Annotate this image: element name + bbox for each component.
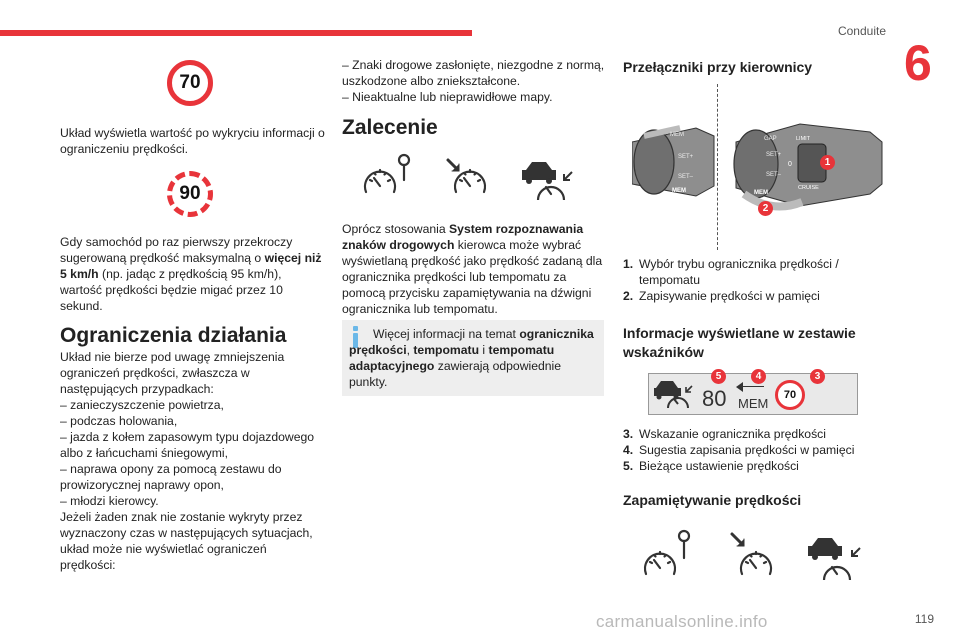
- cluster-arrow-head-icon: [736, 382, 743, 392]
- list-item: [623, 442, 903, 458]
- list-item: [623, 288, 893, 304]
- p3-line: następujących przypadkach:: [60, 382, 214, 396]
- p3-line: prędkości:: [60, 558, 116, 572]
- speedometer-car-icon: [522, 162, 572, 200]
- p3-line: prowizorycznej naprawy opon,: [60, 478, 224, 492]
- cluster-mem-label: MEM: [738, 396, 769, 411]
- watermark: carmanualsonline.info: [596, 612, 768, 631]
- heading-ograniczenia: Ograniczenia działania: [60, 324, 287, 347]
- col2-paragraph-1: [342, 57, 610, 105]
- p3-line: albo z łańcuchami śniegowymi,: [60, 446, 228, 460]
- heading-zapamietywanie: Zapamiętywanie prędkości: [623, 492, 802, 508]
- info-c: ,: [406, 343, 414, 357]
- list-item-number: 1.: [623, 257, 634, 271]
- col2-paragraph-2: [342, 221, 604, 317]
- cluster-speed-sign-value: 70: [783, 389, 797, 401]
- info-f: tempomatu adaptacyjnego: [349, 343, 555, 373]
- speed-sign-70-value: 70: [179, 72, 201, 93]
- section-name: Conduite: [837, 24, 886, 38]
- p2-text-bold: System rozpoznawania znaków drogowych: [342, 222, 584, 252]
- list-item-text: Wybór trybu ogranicznika prędkości / tempomatu: [639, 257, 839, 287]
- page-number: 119: [914, 612, 934, 626]
- list-cluster-info: [623, 426, 903, 474]
- p3-line: – naprawa opony za pomocą zestawu do: [60, 462, 282, 476]
- callout-4: 4: [751, 369, 766, 384]
- info-e: i: [479, 343, 489, 357]
- list-item: [623, 458, 903, 474]
- list-item: [623, 256, 893, 288]
- p3-line: – podczas holowania,: [60, 414, 178, 428]
- p2-text-a: Oprócz stosowania: [342, 222, 450, 236]
- col1-paragraph-1: Układ wyświetla wartość po wykryciu informacji o ograniczeniu prędkości.: [60, 126, 325, 156]
- p2-text-a: Gdy samochód po raz pierwszy przekroczy sugerowaną prędkość maksymalną o: [60, 235, 293, 265]
- col1-paragraph-3: [60, 349, 328, 573]
- speedometer-pin-icon: [365, 155, 409, 192]
- header-accent-bar: [0, 30, 472, 36]
- speedometer-arrow-icon: [448, 160, 485, 192]
- info-b: ogranicznika prędkości: [349, 327, 594, 357]
- cluster-speed-value: 80: [702, 386, 727, 411]
- p3-line: Jeżeli żaden znak nie zostanie wykryty przez: [60, 510, 303, 524]
- info-g: zawierają odpowiednie punkty.: [349, 359, 562, 389]
- list-item-text: Sugestia zapisania prędkości w pamięci: [639, 443, 855, 457]
- speed-icons-row-2: [640, 524, 870, 586]
- left-lever-mem-top: MEM: [670, 132, 684, 138]
- list-item-text: Zapisywanie prędkości w pamięci: [639, 289, 820, 303]
- p1-line: uszkodzone albo zniekształcone.: [342, 74, 521, 88]
- speedometer-arrow-icon: [732, 534, 771, 574]
- p3-line: Układ nie bierze pod uwagę zmniejszenia: [60, 350, 285, 364]
- list-item: [623, 426, 903, 442]
- heading-przelaczniki: Przełączniki przy kierownicy: [623, 59, 813, 75]
- right-lever-mem: MEM: [754, 190, 768, 196]
- right-lever-icon: [734, 124, 882, 207]
- p3-line: – jazda z kołem zapasowym typu dojazdowego: [60, 430, 315, 444]
- right-lever-set-plus: SET+: [766, 152, 782, 158]
- p3-line: – młodzi kierowcy.: [60, 494, 159, 508]
- col1-paragraph-2: [60, 234, 325, 314]
- callout-2: 2: [758, 201, 773, 216]
- right-lever-cruise: CRUISE: [798, 185, 819, 191]
- callout-1: 1: [820, 155, 835, 170]
- chapter-number: 6: [904, 35, 932, 91]
- list-item-text: Wskazanie ogranicznika prędkości: [639, 427, 826, 441]
- heading-informacje: Informacje wyświetlane w zestawie wskaźników: [623, 325, 856, 360]
- speed-icons-row-1: [360, 150, 590, 212]
- speedometer-pin-icon: [645, 531, 689, 574]
- p1-line: – Nieaktualne lub nieprawidłowe mapy.: [342, 90, 553, 104]
- right-lever-limit: LIMIT: [796, 136, 811, 142]
- speed-sign-90-value: 90: [179, 183, 201, 204]
- heading-zalecenie: Zalecenie: [342, 116, 438, 139]
- speed-sign-70: [167, 60, 213, 106]
- left-lever-mem: MEM: [672, 188, 686, 194]
- cluster-arrow-icon: [740, 386, 764, 387]
- right-lever-zero: 0: [788, 161, 792, 168]
- p3-line: wyznaczony czas w następujących sytuacjach,: [60, 526, 313, 540]
- p3-line: – zanieczyszczenie powietrza,: [60, 398, 224, 412]
- p2-text-bold: więcej niż 5 km/h: [60, 251, 322, 281]
- list-item-number: 2.: [623, 289, 634, 303]
- list-switches: [623, 256, 893, 304]
- list-item-number: 3.: [623, 427, 634, 441]
- cluster-speedometer-car-icon: [654, 378, 694, 410]
- p1-line: – Znaki drogowe zasłonięte, niezgodne z normą,: [342, 58, 605, 72]
- p2-text-c: (np. jadąc z prędkością 95 km/h), wartość prędkości będzie migać przez 10 sekund.: [60, 267, 283, 313]
- callout-3: 3: [810, 369, 825, 384]
- left-lever-set-minus: SET–: [678, 174, 694, 180]
- left-lever-icon: [632, 128, 714, 196]
- right-lever-set-minus: SET–: [766, 172, 782, 178]
- list-item-number: 4.: [623, 443, 634, 457]
- info-d: tempomatu: [413, 343, 480, 357]
- speed-sign-90-flashing: [167, 171, 213, 217]
- callout-5: 5: [711, 369, 726, 384]
- p3-line: ograniczeń prędkości, zwłaszcza w: [60, 366, 250, 380]
- speedometer-car-icon: [808, 538, 860, 580]
- right-lever-gap: GAP: [764, 136, 777, 142]
- p3-line: układ może nie wyświetlać ograniczeń: [60, 542, 267, 556]
- left-lever-set-plus: SET+: [678, 154, 694, 160]
- info-text: [349, 326, 597, 390]
- info-a: Więcej informacji na temat: [373, 327, 520, 341]
- cluster-speed-sign: [775, 380, 805, 410]
- list-item-text: Bieżące ustawienie prędkości: [639, 459, 799, 473]
- p2-text-c: kierowca może wybrać wyświetlaną prędkość jako prędkość zadaną dla ogranicznika prędkości lub tempomatu za pomocą przycisku zapamiętywania na dźwigni ogranicznika lub tempomatu.: [342, 238, 603, 316]
- list-item-number: 5.: [623, 459, 634, 473]
